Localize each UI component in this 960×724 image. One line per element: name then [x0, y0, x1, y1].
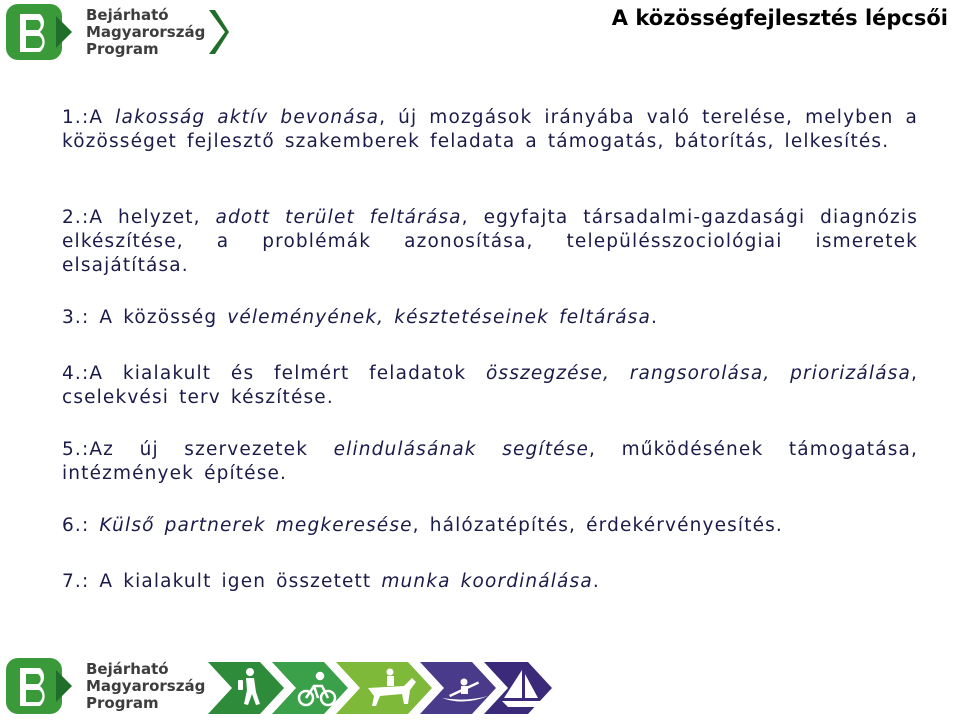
step-4-number: 4.:: [62, 363, 90, 384]
brand-line-1: Bejárható: [86, 5, 169, 24]
step-7-number: 7.:: [62, 571, 90, 592]
step-4-text-a: A kialakult és felmért feladatok: [89, 363, 486, 384]
step-6-text-a: [89, 515, 99, 536]
brand-name-footer: [86, 661, 205, 712]
step-7-text-b: .: [592, 571, 600, 592]
step-1-emphasis: lakosság aktív bevonása: [115, 107, 380, 128]
step-6-number: 6.:: [62, 515, 90, 536]
brand-line-1: Bejárható: [86, 659, 169, 678]
brand-line-2: Magyarország: [86, 676, 206, 695]
brand-mark-icon: [6, 4, 78, 60]
step-3-text-a: A közösség: [89, 307, 228, 328]
step-4-text-b: , cselekvési terv készítése.: [62, 363, 918, 408]
step-3: [62, 306, 918, 330]
step-4-emphasis: összegzése, rangsorolása, priorizálása: [485, 363, 911, 384]
arrow-hiking: [208, 662, 284, 714]
step-7-text-a: A kialakult igen összetett: [89, 571, 382, 592]
step-3-text-b: .: [650, 307, 658, 328]
brand-logo-footer: [6, 656, 205, 716]
step-2: [62, 206, 918, 278]
brand-logo: [6, 4, 229, 60]
step-6-text-b: , hálózatépítés, érdekérvényesítés.: [412, 515, 783, 536]
brand-chevron-icon: [209, 4, 229, 60]
brand-mark-icon: [6, 656, 78, 716]
step-6-emphasis: Külső partnerek megkeresése: [99, 515, 413, 536]
step-5-text-b: , működésének támogatása, intézmények építése.: [62, 439, 918, 484]
step-2-text-b: , egyfajta társadalmi-gazdasági diagnózis elkészítése, a problémák azonosítása, településszociológiai ismeretek elsajátítása.: [62, 207, 918, 276]
brand-line-3: Program: [86, 39, 159, 58]
step-3-emphasis: véleményének, késztetéseinek feltárása: [227, 307, 651, 328]
step-5-emphasis: elindulásának segítése: [333, 439, 589, 460]
step-7: [62, 570, 918, 594]
step-2-text-a: A helyzet,: [89, 207, 216, 228]
step-5-text-a: Az új szervezetek: [89, 439, 334, 460]
brand-name: [86, 7, 205, 58]
step-5-number: 5.:: [62, 439, 90, 460]
step-1: [62, 106, 918, 154]
arrow-riding: [336, 662, 432, 714]
brand-line-3: Program: [86, 693, 159, 712]
step-5: [62, 438, 918, 486]
step-2-emphasis: adott terület feltárása: [215, 207, 462, 228]
step-6: [62, 514, 918, 538]
step-1-text-b: , új mozgások irányába való terelése, melyben a közösséget fejlesztő szakemberek feladata a támogatás, bátorítás, lelkesítés.: [62, 107, 918, 152]
step-4: [62, 362, 918, 410]
activity-band: [208, 658, 588, 718]
step-1-number: 1.:: [62, 107, 90, 128]
page-title: A közösségfejlesztés lépcsői: [611, 6, 948, 30]
step-1-text-a: A: [89, 107, 116, 128]
brand-line-2: Magyarország: [86, 22, 206, 41]
step-3-number: 3.:: [62, 307, 90, 328]
step-7-emphasis: munka koordinálása: [381, 571, 593, 592]
step-2-number: 2.:: [62, 207, 90, 228]
